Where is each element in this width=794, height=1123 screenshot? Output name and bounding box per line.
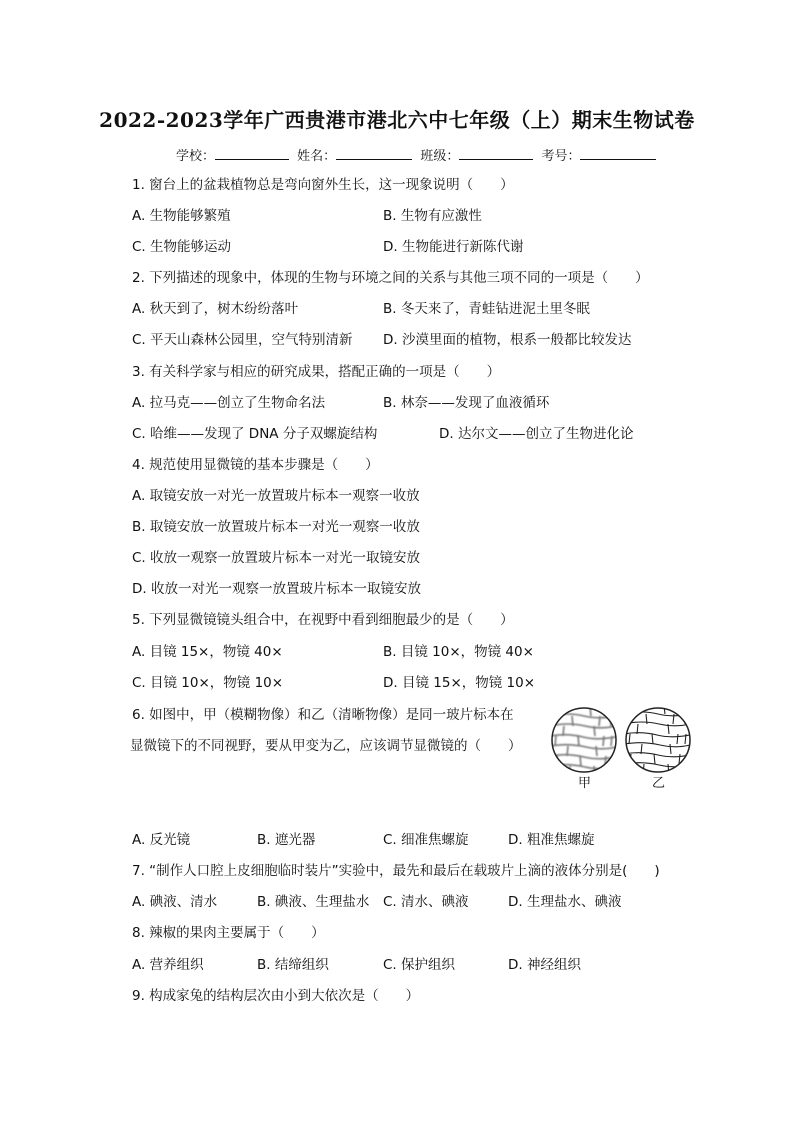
question-6-stem-cont: 显微镜下的不同视野，要从甲变为乙，应该调节显微镜的（ ）: [130, 738, 522, 754]
exam-title: 2022-2023学年广西贵港市港北六中七年级（上）期末生物试卷: [99, 108, 695, 132]
q4-option-a[interactable]: A. 取镜安放一对光一放置玻片标本一观察一收放: [132, 488, 420, 504]
q4-option-b[interactable]: B. 取镜安放一放置玻片标本一对光一观察一收放: [132, 519, 420, 535]
student-info-row: [176, 145, 660, 164]
blurred-view-jia: [550, 706, 620, 776]
q3-option-b[interactable]: B. 林奈——发现了血液循环: [383, 395, 550, 411]
cell-views-svg: [550, 706, 696, 796]
q2-option-d[interactable]: D. 沙漠里面的植物，根系一般都比较发达: [383, 332, 632, 348]
name-blank[interactable]: [336, 146, 412, 160]
q1-option-c[interactable]: C. 生物能够运动: [132, 239, 232, 255]
q3-option-c[interactable]: C. 哈维——发现了 DNA 分子双螺旋结构: [132, 426, 378, 442]
clear-view-yi: [624, 706, 694, 776]
q3-option-d[interactable]: D. 达尔文——创立了生物进化论: [439, 426, 634, 442]
q6-option-d[interactable]: D. 粗准焦螺旋: [508, 832, 595, 848]
q7-option-b[interactable]: B. 碘液、生理盐水: [257, 894, 370, 910]
q2-option-a[interactable]: A. 秋天到了，树木纷纷落叶: [132, 301, 299, 317]
question-3-stem: 3. 有关科学家与相应的研究成果，搭配正确的一项是（ ）: [132, 364, 501, 380]
microscope-figure: [550, 706, 696, 796]
q5-option-a[interactable]: A. 目镜 15×，物镜 40×: [132, 644, 283, 660]
q4-option-d[interactable]: D. 收放一对光一观察一放置玻片标本一取镜安放: [132, 581, 421, 597]
q5-option-c[interactable]: C. 目镜 10×，物镜 10×: [132, 675, 284, 691]
school-label: 学校：: [176, 149, 216, 164]
question-7-stem: 7. “制作人口腔上皮细胞临时装片”实验中，最先和最后在载玻片上滴的液体分别是( ): [132, 863, 660, 879]
question-1-stem: 1. 窗台上的盆栽植物总是弯向窗外生长，这一现象说明（ ）: [132, 177, 514, 193]
exam-no-label: 考号：: [541, 149, 581, 164]
q7-option-a[interactable]: A. 碘液、清水: [132, 894, 218, 910]
class-blank[interactable]: [459, 146, 533, 160]
q8-option-d[interactable]: D. 神经组织: [508, 957, 581, 973]
exam-no-blank[interactable]: [580, 146, 656, 160]
school-blank[interactable]: [215, 146, 289, 160]
question-2-stem: 2. 下列描述的现象中，体现的生物与环境之间的关系与其他三项不同的一项是（ ）: [132, 270, 649, 286]
q2-option-c[interactable]: C. 平天山森林公园里，空气特别清新: [132, 332, 353, 348]
question-4-stem: 4. 规范使用显微镜的基本步骤是（ ）: [132, 457, 379, 473]
q8-option-b[interactable]: B. 结缔组织: [257, 957, 329, 973]
q6-option-a[interactable]: A. 反光镜: [132, 832, 191, 848]
q7-option-d[interactable]: D. 生理盐水、碘液: [508, 894, 622, 910]
q5-option-b[interactable]: B. 目镜 10×，物镜 40×: [383, 644, 534, 660]
q8-option-c[interactable]: C. 保护组织: [383, 957, 456, 973]
q6-option-c[interactable]: C. 细准焦螺旋: [383, 832, 469, 848]
name-label: 姓名：: [297, 149, 337, 164]
q3-option-a[interactable]: A. 拉马克——创立了生物命名法: [132, 395, 326, 411]
q2-option-b[interactable]: B. 冬天来了，青蛙钻进泥土里冬眠: [383, 301, 590, 317]
question-6-stem: 6. 如图中，甲（模糊物像）和乙（清晰物像）是同一玻片标本在: [132, 707, 514, 723]
question-8-stem: 8. 辣椒的果肉主要属于（ ）: [132, 925, 325, 941]
figure-label-yi: 乙: [652, 776, 666, 791]
q1-option-a[interactable]: A. 生物能够繁殖: [132, 208, 231, 224]
question-5-stem: 5. 下列显微镜镜头组合中，在视野中看到细胞最少的是（ ）: [132, 612, 514, 628]
q7-option-c[interactable]: C. 清水、碘液: [383, 894, 469, 910]
figure-label-jia: 甲: [578, 776, 592, 791]
class-label: 班级：: [420, 149, 460, 164]
q6-option-b[interactable]: B. 遮光器: [257, 832, 316, 848]
q1-option-b[interactable]: B. 生物有应激性: [383, 208, 482, 224]
q8-option-a[interactable]: A. 营养组织: [132, 957, 204, 973]
q5-option-d[interactable]: D. 目镜 15×，物镜 10×: [383, 675, 536, 691]
question-9-stem: 9. 构成家兔的结构层次由小到大依次是（ ）: [132, 988, 420, 1004]
q1-option-d[interactable]: D. 生物能进行新陈代谢: [383, 239, 524, 255]
q4-option-c[interactable]: C. 收放一观察一放置玻片标本一对光一取镜安放: [132, 550, 421, 566]
